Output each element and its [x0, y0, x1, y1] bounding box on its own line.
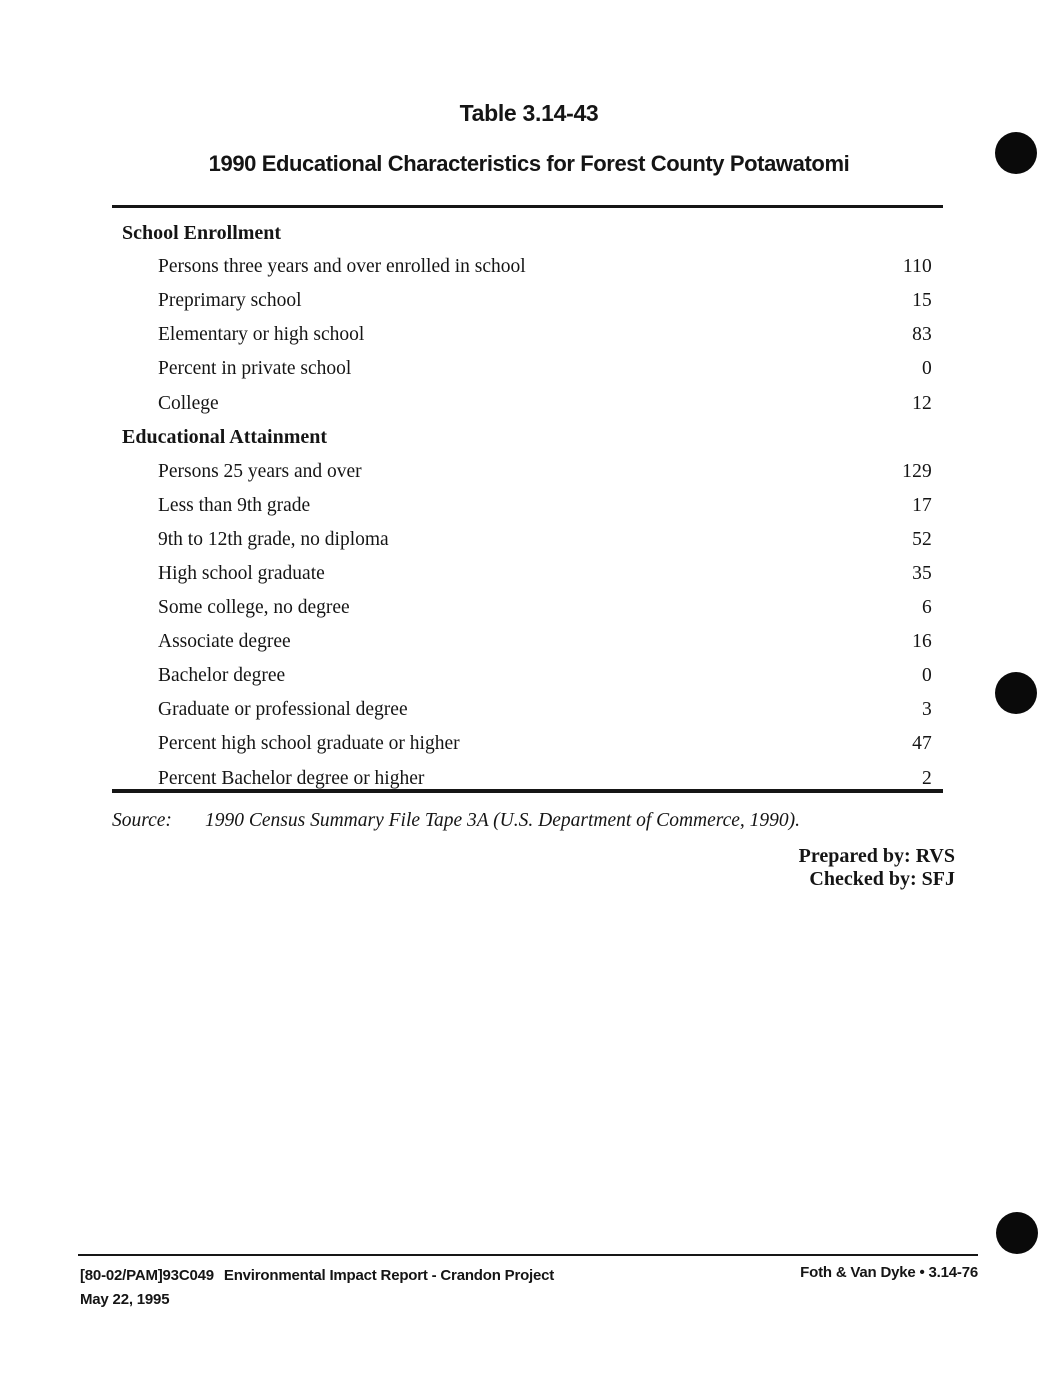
table-row — [112, 489, 943, 523]
row-label: College — [158, 392, 219, 414]
footer-left-block — [80, 1264, 554, 1312]
row-label: Some college, no degree — [158, 597, 350, 619]
source-label: Source: — [112, 810, 172, 831]
punch-hole-middle — [995, 672, 1037, 714]
row-label: Persons 25 years and over — [158, 460, 362, 482]
table-row — [112, 727, 943, 761]
row-label: Persons three years and over enrolled in school — [158, 256, 526, 278]
row-label: 9th to 12th grade, no diploma — [158, 528, 389, 550]
row-value: 16 — [912, 631, 932, 653]
row-label: Percent Bachelor degree or higher — [158, 767, 425, 789]
table-row — [112, 659, 943, 693]
row-value: 2 — [922, 767, 932, 789]
row-label: Associate degree — [158, 631, 291, 653]
row-value: 17 — [912, 494, 932, 516]
footer-doc-line — [80, 1264, 554, 1288]
row-value: 6 — [922, 597, 932, 619]
footer-page-ref: Foth & Van Dyke • 3.14-76 — [800, 1264, 978, 1281]
credits-block — [799, 845, 955, 891]
table-bottom-rule — [112, 789, 943, 793]
row-value: 110 — [902, 256, 932, 278]
table-row — [112, 250, 943, 284]
table-row — [112, 455, 943, 489]
row-value: 3 — [922, 699, 932, 721]
table-section-row — [112, 421, 943, 455]
row-value: 12 — [912, 392, 932, 414]
table-row — [112, 284, 943, 318]
footer-rule — [78, 1254, 978, 1256]
table-row — [112, 386, 943, 420]
prepared-by-line: Prepared by: RVS — [798, 845, 955, 867]
row-label: Bachelor degree — [158, 665, 286, 687]
row-label: School Enrollment — [122, 221, 282, 244]
row-label: Preprimary school — [158, 290, 302, 312]
table-number-title: Table 3.14-43 — [459, 100, 599, 126]
row-label: Elementary or high school — [158, 324, 365, 346]
punch-hole-bottom — [996, 1212, 1038, 1254]
row-label: Percent high school graduate or higher — [158, 733, 460, 755]
table-row — [112, 318, 943, 352]
row-label: High school graduate — [158, 562, 325, 584]
punch-hole-top — [995, 132, 1037, 174]
row-value: 35 — [912, 562, 932, 584]
table-top-rule — [112, 205, 943, 208]
row-value: 0 — [922, 665, 932, 687]
row-label: Percent in private school — [158, 358, 352, 380]
table-row — [112, 591, 943, 625]
row-value: 15 — [912, 290, 932, 312]
footer-doc-title: Environmental Impact Report - Crandon Project — [223, 1267, 555, 1284]
row-value: 47 — [912, 733, 932, 755]
row-label: Graduate or professional degree — [158, 699, 408, 721]
source-line — [112, 810, 943, 832]
footer-doc-code: [80-02/PAM]93C049 — [80, 1267, 214, 1284]
row-value: 0 — [922, 358, 932, 380]
source-text: 1990 Census Summary File Tape 3A (U.S. Department of Commerce, 1990). — [205, 810, 801, 831]
table-row — [112, 352, 943, 386]
row-value: 52 — [912, 528, 932, 550]
footer-date: May 22, 1995 — [80, 1291, 170, 1308]
table-row — [112, 693, 943, 727]
table-section-row — [112, 216, 943, 250]
row-value: 83 — [912, 324, 932, 346]
data-table — [112, 216, 943, 796]
row-label: Less than 9th grade — [158, 494, 311, 516]
row-label: Educational Attainment — [122, 426, 328, 449]
table-row — [112, 557, 943, 591]
table-title: 1990 Educational Characteristics for Forest County Potawatomi — [208, 151, 850, 176]
row-value: 129 — [902, 460, 932, 482]
table-row — [112, 523, 943, 557]
checked-by-line: Checked by: SFJ — [809, 868, 955, 890]
table-row — [112, 625, 943, 659]
